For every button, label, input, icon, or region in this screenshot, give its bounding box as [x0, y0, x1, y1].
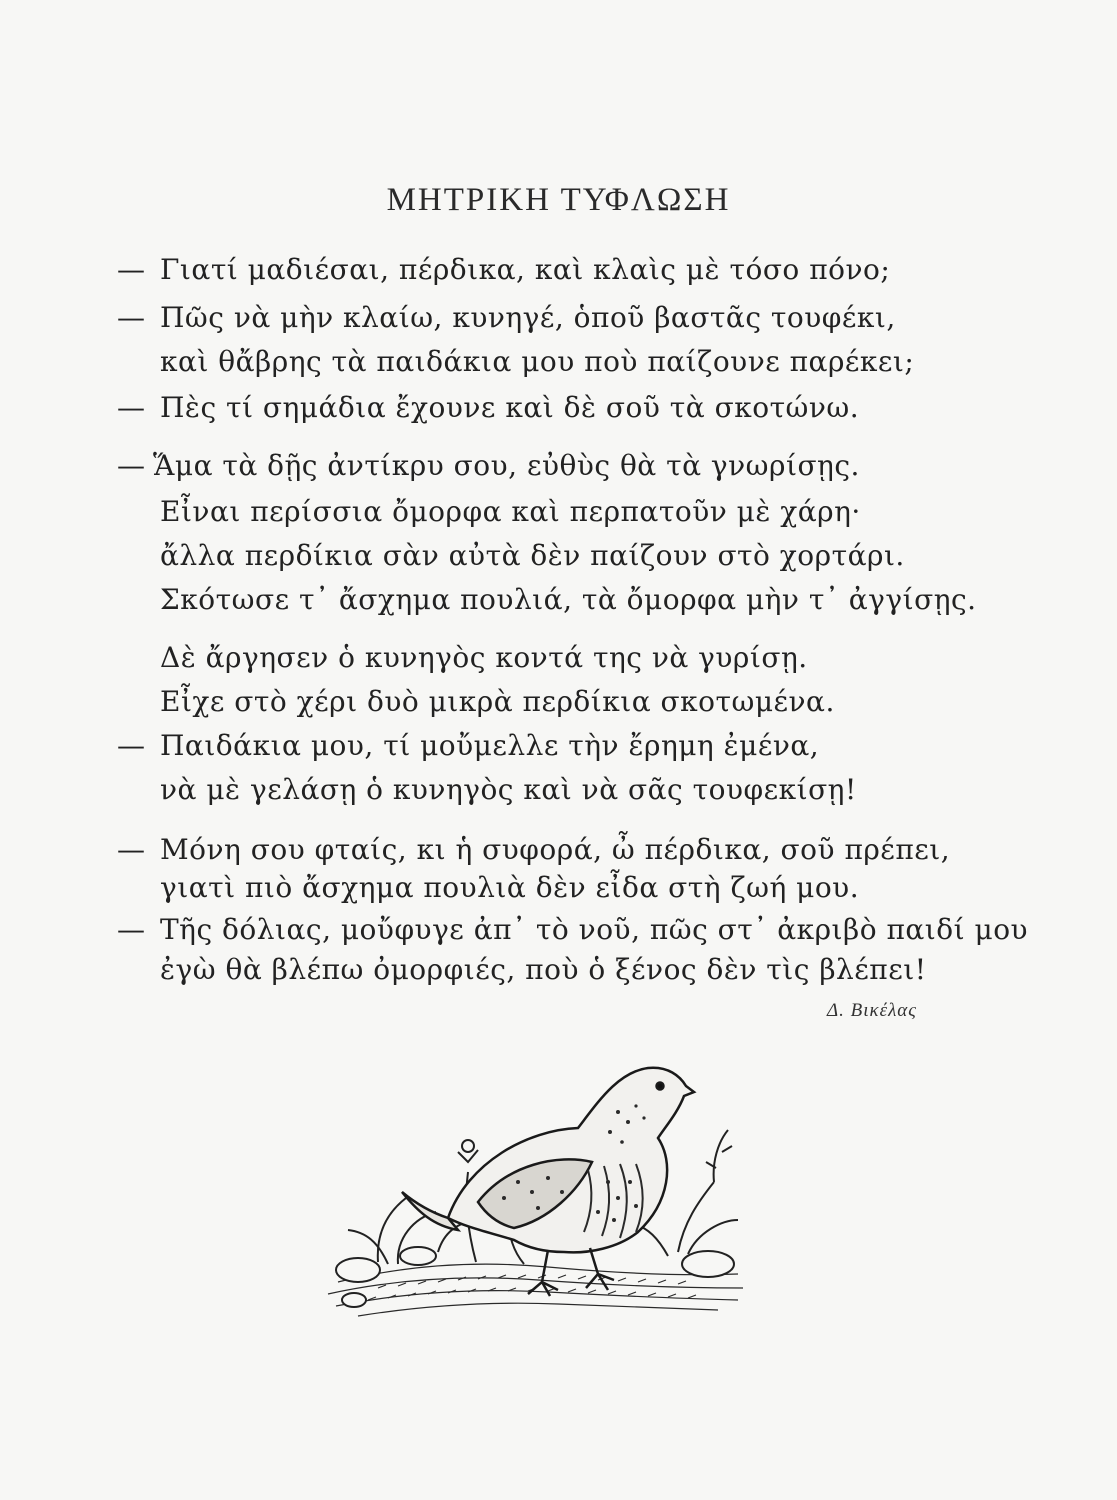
page-title: ΜΗΤΡΙΚΗ ΤΥΦΛΩΣΗ: [386, 182, 731, 218]
author-signature: Δ. Βικέλας: [826, 1000, 917, 1021]
poem-line: [160, 344, 914, 380]
dialogue-dash: —: [117, 833, 146, 866]
poem-line: [160, 772, 857, 808]
poem-line: [160, 640, 808, 676]
poem-line-text: Σκότωσε τ᾽ ἄσχημα πουλιά, τὰ ὄμορφα μὴν τ᾽ ἀγγίσῃς.: [160, 583, 977, 616]
poem-line-text: Εἶχε στὸ χέρι δυὸ μικρὰ περδίκια σκοτωμένα.: [160, 685, 835, 718]
poem-line: [117, 728, 819, 764]
poem-line-text: Τῆς δόλιας, μοὔφυγε ἀπ᾽ τὸ νοῦ, πῶς στ᾽ ἀκριβὸ παιδί μου: [160, 913, 1029, 946]
partridge-illustration: [318, 1042, 758, 1322]
poem-line-text: ἄλλα περδίκια σὰν αὐτὰ δὲν παίζουν στὸ χορτάρι.: [160, 539, 905, 572]
partridge: [402, 1068, 694, 1296]
poem-line: [117, 390, 859, 426]
poem-line: [160, 582, 977, 618]
poem-line-text: Γιατί μαδιέσαι, πέρδικα, καὶ κλαὶς μὲ τόσο πόνο;: [160, 253, 891, 286]
poem-line-text: νὰ μὲ γελάσῃ ὁ κυνηγὸς καὶ νὰ σᾶς τουφεκίσῃ!: [160, 773, 857, 806]
poem-line: [117, 300, 896, 336]
poem-line: [117, 448, 860, 484]
dialogue-dash: —: [117, 729, 146, 762]
dialogue-dash: —: [117, 913, 146, 946]
poem-line: [160, 684, 835, 720]
poem-line: [160, 538, 905, 574]
poem-line-text: Παιδάκια μου, τί μοὔμελλε τὴν ἔρημη ἐμένα,: [160, 729, 820, 762]
dialogue-dash: —: [117, 391, 146, 424]
dialogue-dash: —: [117, 301, 146, 334]
poem-line-text: Μόνη σου φταίς, κι ἡ συφορά, ὦ πέρδικα, σοῦ πρέπει,: [160, 833, 951, 866]
poem-line-text: Εἶναι περίσσια ὄμορφα καὶ περπατοῦν μὲ χάρη·: [160, 495, 861, 528]
poem-line-text: γιατὶ πιὸ ἄσχημα πουλιὰ δὲν εἶδα στὴ ζωή μου.: [160, 871, 860, 904]
ground-hatching: [328, 1264, 743, 1316]
poem-line: [160, 494, 861, 530]
poem-line: [160, 870, 859, 906]
poem-line: [117, 912, 1028, 948]
poem-line-text: Πῶς νὰ μὴν κλαίω, κυνηγέ, ὁποῦ βαστᾶς τουφέκι,: [160, 301, 896, 334]
dialogue-dash: —: [117, 253, 146, 286]
poem-line: [117, 832, 950, 868]
poem-line-text: Πὲς τί σημάδια ἔχουνε καὶ δὲ σοῦ τὰ σκοτώνω.: [160, 391, 860, 424]
poem-line-text: Ἅμα τὰ δῇς ἀντίκρυ σου, εὐθὺς θὰ τὰ γνωρίσῃς.: [153, 449, 860, 482]
dialogue-dash: —: [117, 449, 146, 482]
poem-line-text: ἐγὼ θὰ βλέπω ὀμορφιές, ποὺ ὁ ξένος δὲν τὶς βλέπει!: [160, 953, 927, 986]
poem-line: [160, 952, 926, 988]
poem-line-text: καὶ θἄβρης τὰ παιδάκια μου ποὺ παίζουνε παρέκει;: [160, 345, 915, 378]
poem-line-text: Δὲ ἄργησεν ὁ κυνηγὸς κοντά της νὰ γυρίσῃ.: [160, 641, 808, 674]
poem-line: [117, 252, 890, 288]
